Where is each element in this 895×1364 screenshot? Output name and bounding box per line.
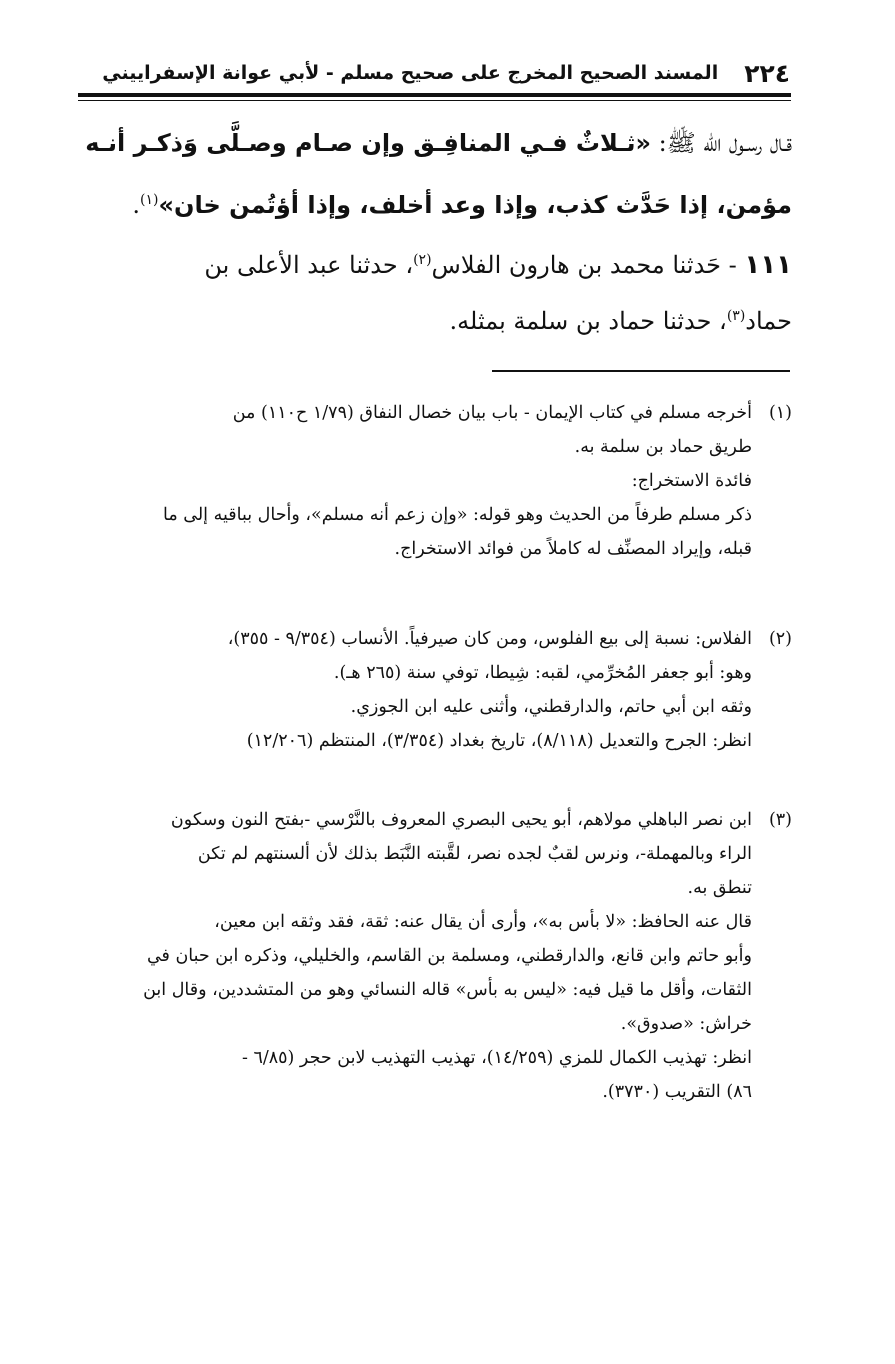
footnote-line: وثقه ابن أبي حاتم، والدارقطني، وأثنى عليه ابن الجوزي.	[350, 697, 752, 717]
footnote-text: ابن نصر الباهلي مولاهم، أبو يحيى البصري المعروف بالنَّرْسي -بفتح النون وسكون	[170, 810, 752, 830]
book-title: المسند الصحيح المخرج على صحيح مسلم - لأبي عوانة الإسفراييني	[102, 62, 719, 84]
footnote-line: قال عنه الحافظ: «لا بأس به»، وأرى أن يقال عنه: ثقة، فقد وثقه ابن معين،	[214, 912, 752, 932]
footnote-line	[80, 622, 792, 656]
footnote-number: (١)	[768, 403, 792, 423]
header-rule-thin	[78, 100, 791, 101]
footnote-line: قبله، وإيراد المصنِّف له كاملاً من فوائد الاستخراج.	[394, 539, 752, 559]
footnote-line: خراش: «صدوق».	[620, 1014, 752, 1034]
footnote-ref-3[interactable]: (٣)	[726, 308, 746, 324]
footnote-line: وهو: أبو جعفر المُخرِّمي، لقبه: شِيطا، توفي سنة (٢٦٥ هـ).	[333, 663, 752, 683]
isnad-part2: ، حدثنا عبد الأعلى بن	[204, 251, 414, 279]
footnote-line: انظر: تهذيب الكمال للمزي (١٤/٢٥٩)، تهذيب التهذيب لابن حجر (٦/٨٥ -	[241, 1048, 752, 1068]
footnote-line: وأبو حاتم وابن قانع، والدارقطني، ومسلمة بن القاسم، والخليلي، وذكره ابن حبان في	[146, 946, 752, 966]
hadith-number: ١١١	[744, 250, 792, 280]
footnote-ref-1[interactable]: (١)	[140, 192, 159, 208]
hadith-text-part2: مؤمن، إذا حَدَّث كذب، وإذا وعد أخلف، وإذا أؤتُمن خان»	[158, 191, 792, 219]
header-rule-thick	[78, 93, 791, 97]
footnote-line: الراء وبالمهملة-، ونرس لقبٌ لجده نصر، لقَّبته النَّبَط بذلك لأن ألسنتهم لم تكن	[197, 844, 752, 864]
footnote-1	[80, 396, 792, 566]
footnote-line	[80, 396, 792, 430]
footnote-line: طريق حماد بن سلمة به.	[574, 437, 752, 457]
isnad-part1: - حَدثنا محمد بن هارون الفلاس	[431, 251, 745, 279]
main-line-2	[80, 174, 792, 231]
hadith-text-part1: «ثـلاثٌ فـي المنافِـق وإن صـام وصـلَّى وَذكـر أنـه	[85, 129, 651, 157]
main-line-1	[80, 117, 792, 169]
footnote-number: (٢)	[768, 629, 792, 649]
isnad-part4: ، حدثنا حماد بن سلمة بمثله.	[449, 307, 727, 335]
page-number: ٢٢٤	[744, 58, 790, 88]
footnote-ref-2[interactable]: (٢)	[413, 252, 432, 268]
footnote-text: أخرجه مسلم في كتاب الإيمان - باب بيان خصال النفاق (١/٧٩ ح١١٠) من	[232, 403, 752, 423]
footnote-line	[80, 803, 792, 837]
footnote-line: تنطق به.	[687, 878, 752, 898]
footnote-3	[80, 803, 792, 1109]
footnote-subheading: فائدة الاستخراج:	[631, 471, 752, 491]
isnad-part3: حماد	[745, 307, 792, 335]
footnote-line: الثقات، وأقل ما قيل فيه: «ليس به بأس» قاله النسائي وهو من المتشددين، وقال ابن	[143, 980, 752, 1000]
footnote-line: ذكر مسلم طرفاً من الحديث وهو قوله: «وإن زعم أنه مسلم»، وأحال بباقيه إلى ما	[162, 505, 752, 525]
main-line-3	[80, 232, 792, 293]
footnote-number: (٣)	[768, 810, 792, 830]
main-line-4	[80, 288, 792, 349]
footnote-line: انظر: الجرح والتعديل (٨/١١٨)، تاريخ بغداد (٣/٣٥٤)، المنتظم (١٢/٢٠٦)	[246, 731, 752, 751]
footnote-2	[80, 622, 792, 758]
footnote-separator	[492, 370, 790, 372]
footnote-text: الفلاس: نسبة إلى بيع الفلوس، ومن كان صيرفياً. الأنساب (٩/٣٥٤ - ٣٥٥)،	[227, 629, 752, 649]
footnote-line: ٨٦) التقريب (٣٧٣٠).	[602, 1082, 752, 1102]
period: .	[132, 191, 141, 219]
page-header	[78, 56, 790, 90]
hadith-intro: قـال رسـول الله ﷺ:	[651, 129, 792, 157]
